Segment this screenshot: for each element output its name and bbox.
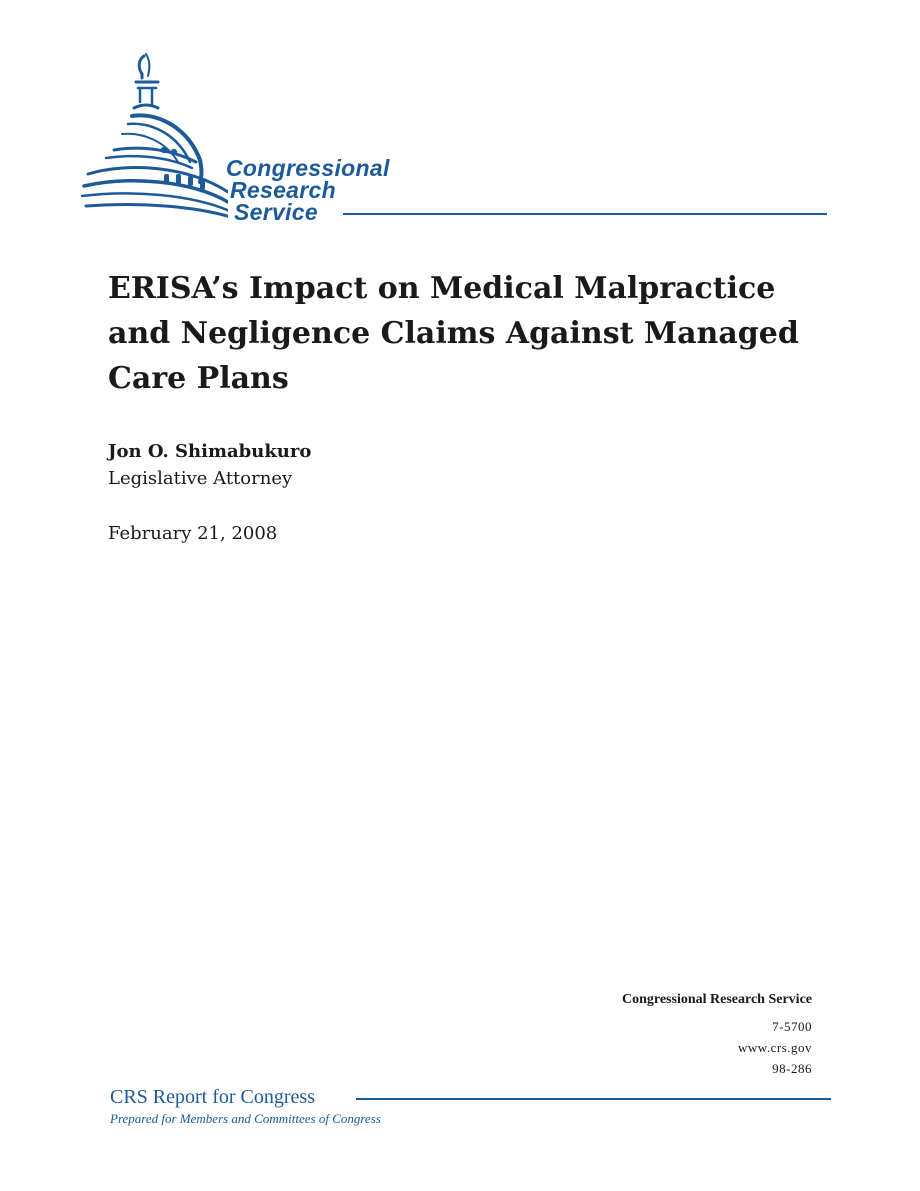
- logo-text-research: Research: [230, 177, 336, 203]
- crs-logo: [78, 50, 838, 230]
- author-role: Legislative Attorney: [108, 468, 293, 489]
- footer-subtitle: Prepared for Members and Committees of Congress: [110, 1111, 381, 1126]
- footer-title: CRS Report for Congress: [110, 1086, 315, 1108]
- author-name: Jon O. Shimabukuro: [108, 441, 312, 462]
- logo-text-congressional: Congressional: [226, 155, 390, 181]
- crs-info-block: [622, 990, 812, 1079]
- crs-report-number: 98-286: [772, 1061, 812, 1076]
- report-title: ERISA’s Impact on Medical Malpractice and Negligence Claims Against Managed Care Plans: [108, 271, 799, 396]
- crs-website[interactable]: www.crs.gov: [738, 1040, 812, 1055]
- capitol-dome-icon: [78, 50, 228, 225]
- report-date: February 21, 2008: [108, 523, 278, 544]
- crs-org-name: Congressional Research Service: [621, 992, 812, 1007]
- footer-rule: [356, 1098, 831, 1100]
- logo-text-service: Service: [234, 199, 318, 225]
- crs-phone: 7-5700: [772, 1019, 812, 1034]
- logo-rule: [343, 213, 827, 215]
